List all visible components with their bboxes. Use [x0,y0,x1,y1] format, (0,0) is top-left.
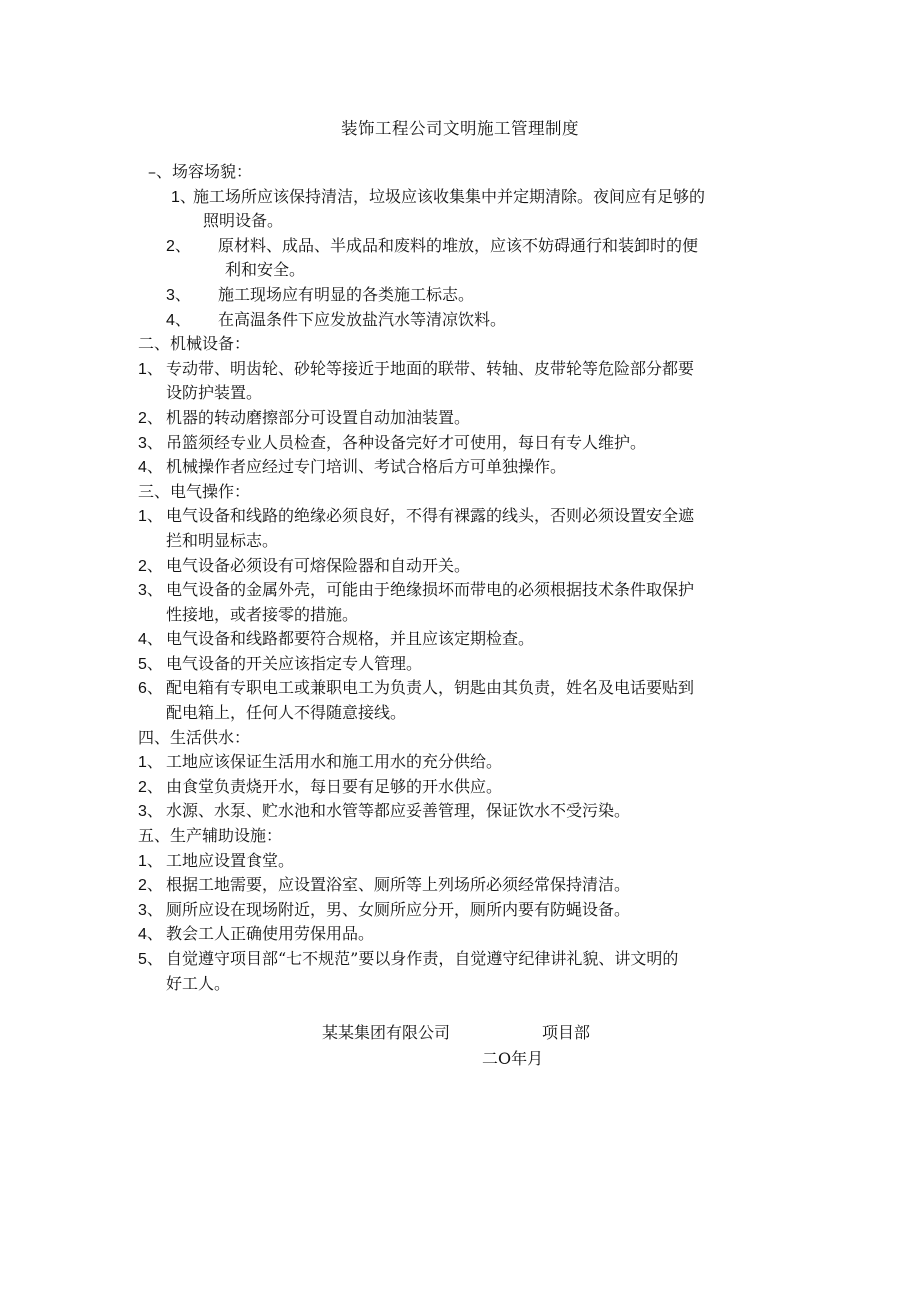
document-body [138,160,788,996]
item-number: 2、 [138,877,163,895]
item-text: 施工场所应该保持清洁，垃圾应该收集集中并定期清除。夜间应有足够的 [193,186,706,206]
item-number: 3、 [138,434,163,452]
item-number: 3、 [138,803,163,821]
list-item-continuation [138,209,788,234]
item-text: 教会工人正确使用劳保用品。 [166,924,375,944]
list-item [138,185,788,210]
list-item-continuation [138,603,788,628]
item-number: 3、 [138,582,163,600]
item-text: 电气设备必须设有可熔保险器和自动开关。 [166,555,471,575]
item-text: 机器的转动磨擦部分可设置自动加油装置。 [166,407,471,427]
list-item-continuation [138,258,788,283]
item-text: 施工现场应有明显的各类施工标志。 [218,284,475,304]
list-item [138,455,788,480]
list-item-continuation [138,972,788,997]
list-item [138,873,788,898]
item-text: 工地应设置食堂。 [166,850,295,870]
list-item [138,627,788,652]
item-text: 由食堂负责烧开水，每日要有足够的开水供应。 [166,776,503,796]
section-heading: 五、生产辅助设施： [138,826,283,846]
item-text: 设防护装置。 [166,383,263,403]
list-item [138,431,788,456]
list-item [138,406,788,431]
footer-company: 某某集团有限公司 [322,1023,451,1042]
footer-department: 项目部 [542,1023,591,1042]
item-text: 好工人。 [166,973,231,993]
list-item [138,578,788,603]
item-text: 自觉遵守项目部“七不规范”要以身作责，自觉遵守纪律讲礼貌、讲文明的 [166,949,679,968]
item-text: 拦和明显标志。 [166,530,279,550]
item-text: 电气设备和线路的绝缘必须良好，不得有裸露的线头，否则必须设置安全遮 [166,506,695,526]
list-item [138,357,788,382]
item-text: 配电箱上，任何人不得随意接线。 [166,703,407,723]
item-number: 4、 [138,459,163,477]
document-title: 装饰工程公司文明施工管理制度 [341,119,579,138]
item-number: 5、 [138,951,163,968]
item-text: 厕所应设在现场附近，男、女厕所应分开，厕所内要有防蝇设备。 [166,899,631,919]
item-text: 电气设备的开关应该指定专人管理。 [166,653,423,673]
item-number: 2、 [166,237,191,255]
list-item [138,898,788,923]
footer-date: 二O年月 [482,1049,544,1068]
item-text: 照明设备。 [203,211,284,231]
item-text: 原材料、成品、半成品和废料的堆放，应该不妨碍通行和装卸时的便 [218,235,699,255]
list-item [138,947,788,972]
list-item [138,922,788,947]
item-text: 水源、水泵、贮水池和水管等都应妥善管理，保证饮水不受污染。 [166,801,631,821]
section-heading: 三、电气操作： [138,481,251,501]
section-heading: 二、机械设备： [138,334,251,354]
list-item-continuation [138,381,788,406]
list-item [138,676,788,701]
item-number: 4、 [138,926,163,944]
item-number: 2、 [138,557,163,575]
list-item [138,554,788,579]
item-text: 性接地，或者接零的措施。 [166,604,359,624]
item-number: 3、 [166,286,191,304]
item-text: 配电箱有专职电工或兼职电工为负责人，钥匙由其负责，姓名及电话要贴到 [166,678,695,698]
item-text: 工地应该保证生活用水和施工用水的充分供给。 [166,752,503,772]
list-item [138,849,788,874]
item-number: 1、 [138,754,163,772]
list-item [138,775,788,800]
list-item-continuation [138,701,788,726]
item-number: 2、 [138,409,163,427]
section-heading: –、场容场貌： [148,162,253,181]
item-text: 电气设备和线路都要符合规格，并且应该定期检查。 [166,629,535,649]
item-text: 电气设备的金属外壳，可能由于绝缘损坏而带电的必须根据技术条件取保护 [166,580,695,600]
item-number: 2、 [138,778,163,796]
item-text: 吊篮须经专业人员检查，各种设备完好才可使用，每日有专人维护。 [166,432,647,452]
list-item [138,234,788,259]
item-text: 机械操作者应经过专门培训、考试合格后方可单独操作。 [166,457,567,477]
item-number: 4、 [166,311,191,329]
item-number: 1、 [138,508,163,526]
list-item [138,504,788,529]
item-text: 利和安全。 [225,260,306,280]
item-number: 4、 [138,631,163,649]
list-item-continuation [138,529,788,554]
item-text: 根据工地需要，应设置浴室、厕所等上列场所必须经常保持清洁。 [166,875,631,895]
item-text: 在高温条件下应发放盐汽水等清凉饮料。 [218,309,507,329]
item-number: 6、 [138,680,163,698]
item-number: 3、 [138,901,163,919]
list-item [138,308,788,333]
item-number: 1、 [138,360,163,378]
list-item [138,652,788,677]
list-item [138,750,788,775]
list-item [138,283,788,308]
item-number: 5、 [138,655,163,673]
item-number: 1、 [171,188,196,206]
list-item [138,799,788,824]
item-number: 1、 [138,852,163,870]
item-text: 专动带、明齿轮、砂轮等接近于地面的联带、转轴、皮带轮等危险部分都要 [166,358,695,378]
section-heading: 四、生活供水： [138,727,251,747]
